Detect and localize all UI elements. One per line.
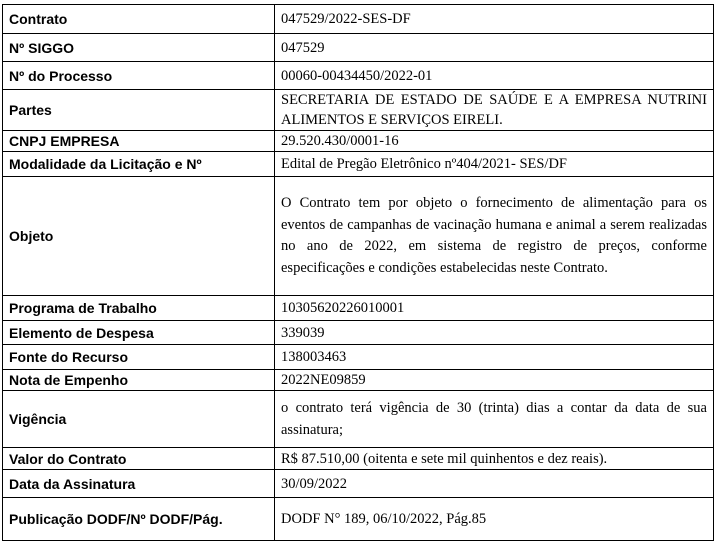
label-partes: Partes — [3, 90, 275, 131]
row-siggo — [3, 34, 714, 62]
label-vigencia: Vigência — [3, 391, 275, 448]
value-publicacao: DODF N° 189, 06/10/2022, Pág.85 — [275, 498, 714, 541]
contract-summary-table — [2, 4, 714, 541]
label-publicacao: Publicação DODF/Nº DODF/Pág. — [3, 498, 275, 541]
value-partes: SECRETARIA DE ESTADO DE SAÚDE E A EMPRESA NUTRINI ALIMENTOS E SERVIÇOS EIRELI. — [275, 90, 714, 131]
row-cnpj — [3, 131, 714, 152]
row-valor — [3, 448, 714, 470]
row-modalidade — [3, 152, 714, 177]
label-programa: Programa de Trabalho — [3, 296, 275, 321]
value-programa: 10305620226010001 — [275, 296, 714, 321]
row-objeto — [3, 177, 714, 296]
value-vigencia: o contrato terá vigência de 30 (trinta) dias a contar da data de sua assinatura; — [275, 391, 714, 448]
row-elemento — [3, 321, 714, 345]
row-fonte — [3, 345, 714, 370]
label-siggo: Nº SIGGO — [3, 34, 275, 62]
row-programa — [3, 296, 714, 321]
row-publicacao — [3, 498, 714, 541]
label-modalidade: Modalidade da Licitação e Nº — [3, 152, 275, 177]
label-data-assinatura: Data da Assinatura — [3, 470, 275, 498]
value-processo: 00060-00434450/2022-01 — [275, 62, 714, 90]
label-elemento: Elemento de Despesa — [3, 321, 275, 345]
value-elemento: 339039 — [275, 321, 714, 345]
label-contrato: Contrato — [3, 5, 275, 34]
label-cnpj: CNPJ EMPRESA — [3, 131, 275, 152]
label-valor: Valor do Contrato — [3, 448, 275, 470]
value-empenho: 2022NE09859 — [275, 370, 714, 391]
value-valor: R$ 87.510,00 (oitenta e sete mil quinhentos e dez reais). — [275, 448, 714, 470]
row-data-assinatura — [3, 470, 714, 498]
row-vigencia — [3, 391, 714, 448]
value-cnpj: 29.520.430/0001-16 — [275, 131, 714, 152]
row-processo — [3, 62, 714, 90]
value-contrato: 047529/2022-SES-DF — [275, 5, 714, 34]
value-siggo: 047529 — [275, 34, 714, 62]
row-contrato — [3, 5, 714, 34]
value-objeto: O Contrato tem por objeto o fornecimento de alimentação para os eventos de campanhas de vacinação humana e animal a serem realizadas no ano de 2022, em sistema de registro de preços, conforme especificações e condições estabelecidas neste Contrato. — [275, 177, 714, 296]
row-empenho — [3, 370, 714, 391]
label-processo: Nº do Processo — [3, 62, 275, 90]
label-objeto: Objeto — [3, 177, 275, 296]
value-modalidade: Edital de Pregão Eletrônico nº404/2021- SES/DF — [275, 152, 714, 177]
label-fonte: Fonte do Recurso — [3, 345, 275, 370]
value-data-assinatura: 30/09/2022 — [275, 470, 714, 498]
value-fonte: 138003463 — [275, 345, 714, 370]
row-partes — [3, 90, 714, 131]
label-empenho: Nota de Empenho — [3, 370, 275, 391]
